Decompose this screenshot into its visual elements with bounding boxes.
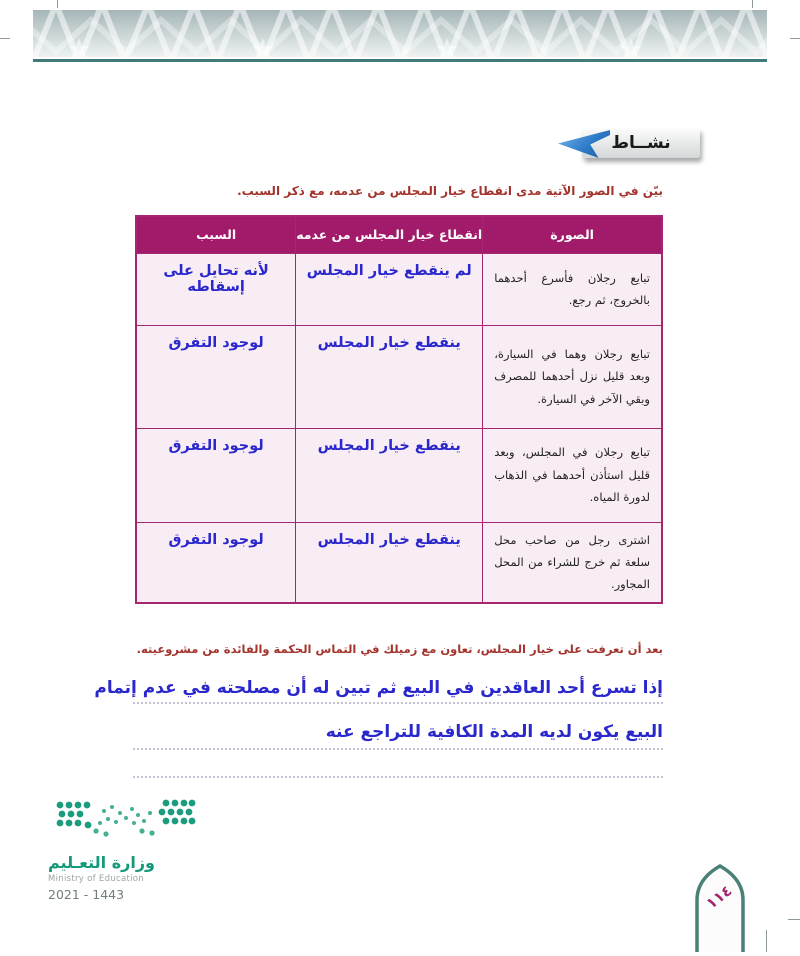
activity-instruction: بيّن في الصور الآتية مدى انقطاع خيار المجلس من عدمه، مع ذكر السبب. [237, 184, 663, 198]
column-header-reason: السبب [136, 216, 296, 253]
scenario-cell: تبايع رجلان في المجلس، وبعد قليل استأذن أحدهما في الذهاب لدورة المياه. [483, 428, 662, 522]
scenario-cell: تبايع رجلان فأسرع أحدهما بالخروج، ثم رجع. [483, 253, 662, 325]
page-number: ١١٤ [702, 881, 736, 913]
crop-mark [57, 0, 58, 8]
header-rule [33, 59, 767, 62]
handwritten-answer-line: إذا تسرع أحد العاقدين في البيع ثم تبين له أن مصلحته في عدم إتمام [133, 666, 663, 704]
column-header-scenario: الصورة [483, 216, 662, 253]
table-row [136, 253, 662, 325]
answer-lines [94, 666, 663, 778]
edition-year: 2021 - 1443 [48, 887, 125, 902]
islamic-star-pattern-icon [33, 10, 767, 57]
exercise-prompt: بعد أن تعرفت على خيار المجلس، تعاون مع زميلك في التماس الحكمة والفائدة من مشروعيته. [136, 642, 663, 656]
ruling-answer-cell: لم ينقطع خيار المجلس [296, 253, 483, 325]
reason-answer-cell: لوجود التفرق [136, 428, 296, 522]
crop-mark [752, 0, 753, 8]
ministry-name-arabic: وزارة التعـليم [48, 853, 155, 872]
ministry-name-english: Ministry of Education [48, 874, 144, 884]
table-header-row [136, 216, 662, 253]
empty-answer-line [133, 750, 663, 778]
scenario-cell: تبايع رجلان وهما في السيارة، وبعد قليل نزل أحدهما للمصرف وبقي الآخر في السيارة. [483, 325, 662, 428]
reason-answer-cell: لوجود التفرق [136, 522, 296, 603]
ruling-answer-cell: ينقطع خيار المجلس [296, 428, 483, 522]
crop-mark [766, 930, 767, 952]
ministry-logo [48, 795, 208, 902]
ruling-answer-cell: ينقطع خيار المجلس [296, 325, 483, 428]
activity-tab [558, 126, 700, 164]
ruling-answer-cell: ينقطع خيار المجلس [296, 522, 483, 603]
reason-answer-cell: لوجود التفرق [136, 325, 296, 428]
activity-tab-label: نشــاط [582, 128, 700, 158]
crop-mark [0, 38, 10, 39]
scenario-cell: اشترى رجل من صاحب محل سلعة ثم خرج للشراء من المحل المجاور. [483, 522, 662, 603]
table-row [136, 522, 662, 603]
reason-answer-cell: لأنه تحايل على إسقاطه [136, 253, 296, 325]
activity-table [135, 215, 663, 604]
column-header-ruling: انقطاع خيار المجلس من عدمه [296, 216, 483, 253]
table-row [136, 325, 662, 428]
crop-mark [790, 38, 800, 39]
crop-mark [788, 919, 800, 920]
decorative-geometric-band [33, 10, 767, 57]
page-number-arch [692, 862, 748, 952]
table-row [136, 428, 662, 522]
ministry-logo-dots-icon [48, 795, 198, 847]
handwritten-answer-line: البيع يكون لديه المدة الكافية للتراجع عنه [133, 704, 663, 750]
